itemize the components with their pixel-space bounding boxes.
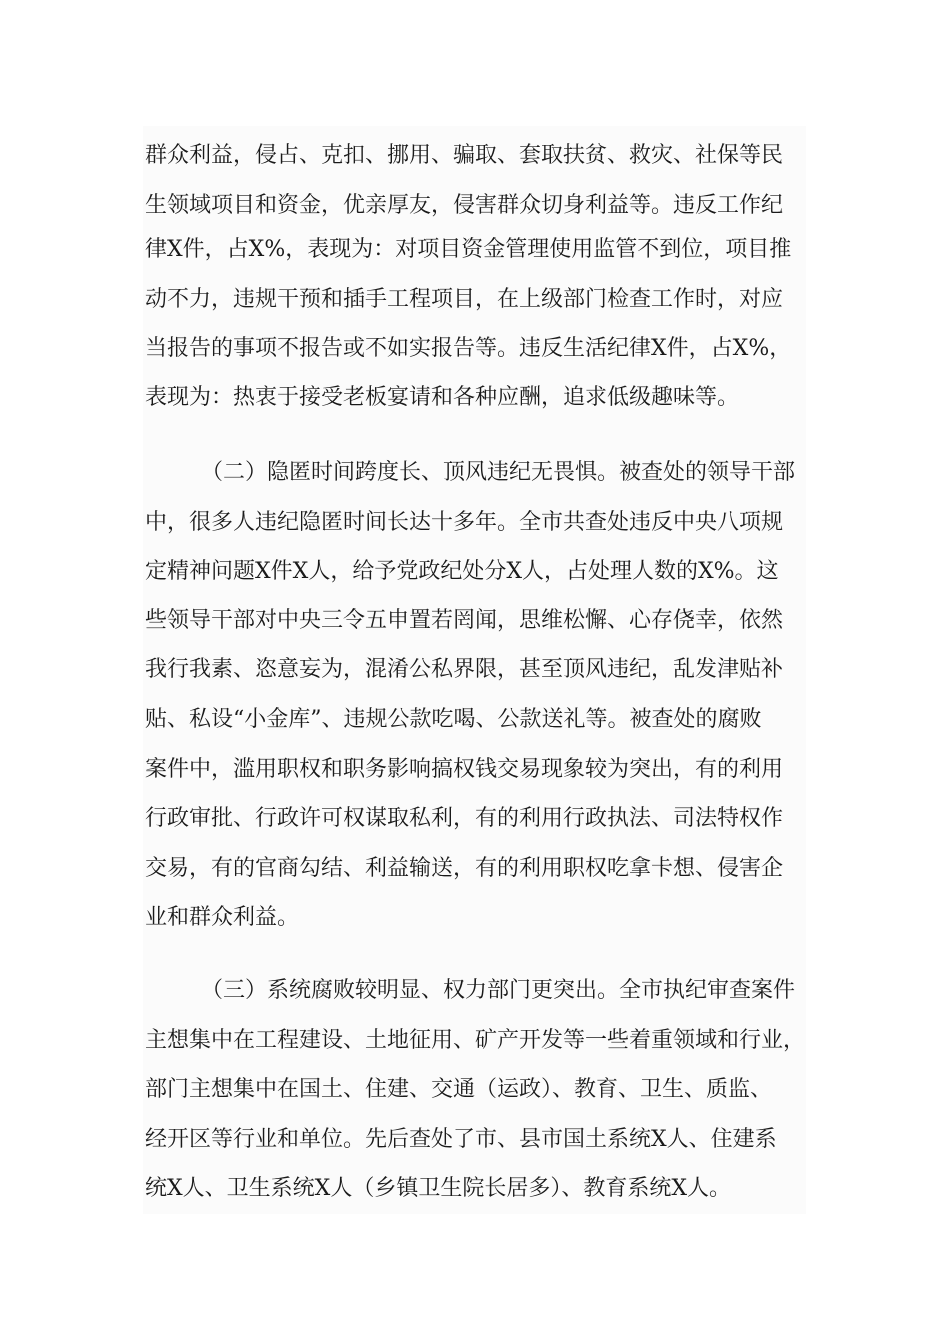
text-line: 行政审批、行政许可权谋取私利，有的利用行政执法、司法特权作: [145, 806, 784, 831]
paragraph-heading-line: （三）系统腐败较明显、权力部门更突出。全市执纪审查案件: [201, 978, 796, 1003]
text-line: 些领导干部对中央三令五申置若罔闻，思维松懈、心存侥幸，依然: [145, 608, 784, 633]
text-line: 生领域项目和资金，优亲厚友，侵害群众切身利益等。违反工作纪: [145, 193, 784, 218]
text-line: 经开区等行业和单位。先后查处了市、县市国土系统X人、住建系: [145, 1127, 777, 1152]
text-line: 律X件，占X%，表现为：对项目资金管理使用监管不到位，项目推: [145, 237, 792, 262]
text-line: 动不力，违规干预和插手工程项目，在上级部门检查工作时，对应: [145, 287, 784, 312]
text-line: 统X人、卫生系统X人（乡镇卫生院长居多）、教育系统X人。: [145, 1176, 731, 1201]
text-line: 表现为：热衷于接受老板宴请和各种应酬，追求低级趣味等。: [145, 385, 740, 410]
text-line: 定精神问题X件X人，给予党政纪处分X人，占处理人数的X%。这: [145, 559, 779, 584]
paragraph-heading-line: （二）隐匿时间跨度长、顶风违纪无畏惧。被查处的领导干部: [201, 460, 796, 485]
text-line: 当报告的事项不报告或不如实报告等。违反生活纪律X件，占X%，: [145, 336, 792, 361]
text-line: 部门主想集中在国土、住建、交通（运政）、教育、卫生、质监、: [145, 1077, 773, 1102]
text-line: 案件中，滥用职权和职务影响搞权钱交易现象较为突出，有的利用: [145, 757, 784, 782]
text-line: 贴、私设“小金库”、违规公款吃喝、公款送礼等。被查处的腐败: [145, 707, 762, 732]
document-text-block: [143, 126, 806, 1214]
text-line: 主想集中在工程建设、土地征用、矿产开发等一些着重领域和行业，: [145, 1028, 806, 1053]
text-line: 业和群众利益。: [145, 905, 300, 930]
text-line: 交易，有的官商勾结、利益输送，有的利用职权吃拿卡想、侵害企: [145, 856, 784, 881]
text-line: 群众利益，侵占、克扣、挪用、骗取、套取扶贫、救灾、社保等民: [145, 143, 784, 168]
text-line: 中，很多人违纪隐匿时间长达十多年。全市共查处违反中央八项规: [145, 510, 784, 535]
text-line: 我行我素、恣意妄为，混淆公私界限，甚至顶风违纪，乱发津贴补: [145, 657, 784, 682]
